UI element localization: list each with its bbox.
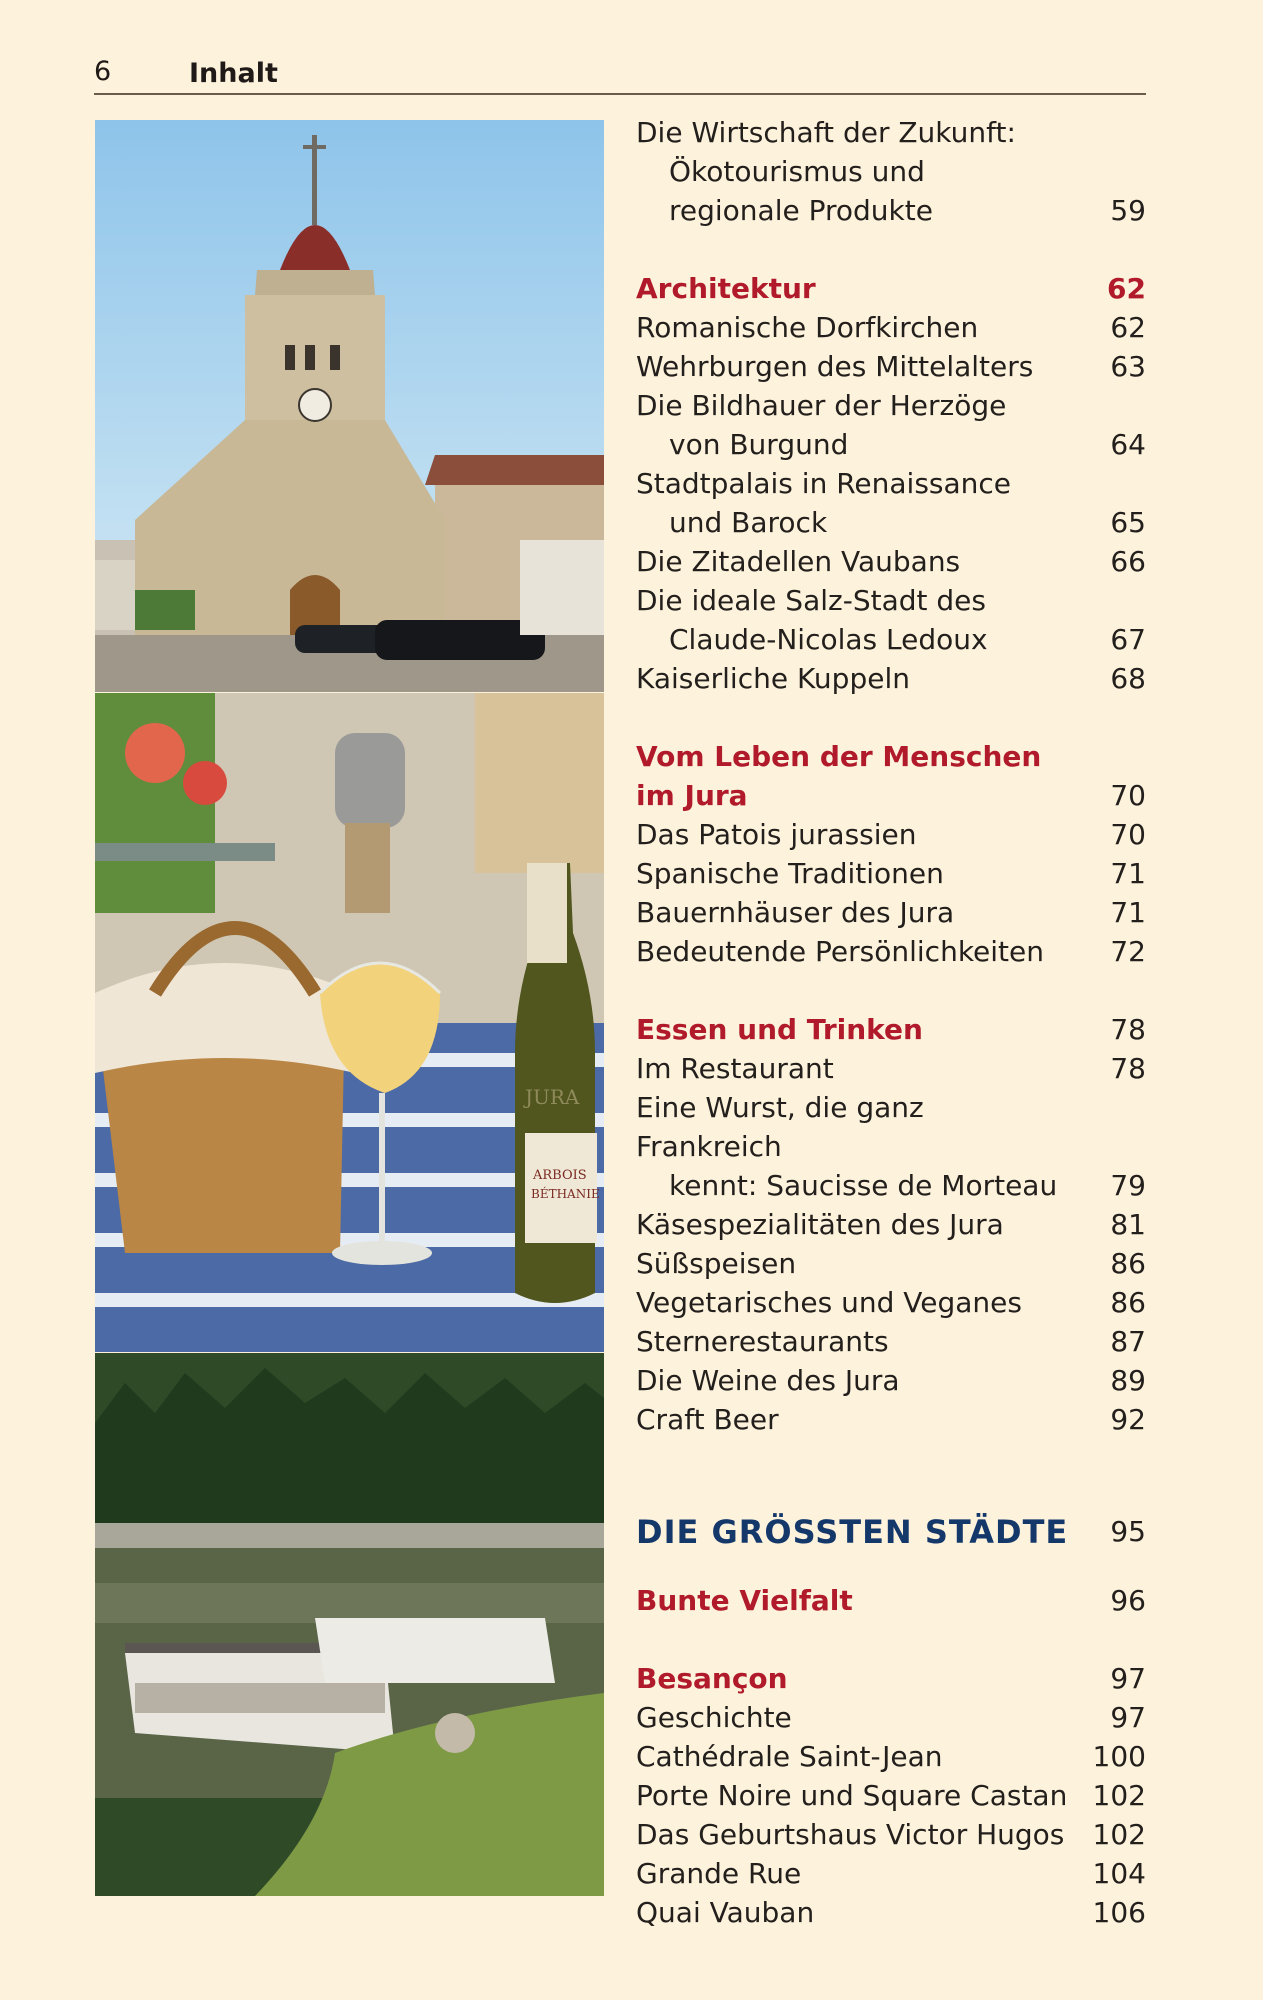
- page-ref: 97: [1110, 1701, 1146, 1734]
- toc-entry-wirtschaft[interactable]: Die Wirtschaft der Zukunft: Ökotourismus und regionale Produkte 59: [636, 113, 1146, 230]
- page-ref: 104: [1092, 1857, 1146, 1890]
- page-ref: 78: [1110, 1013, 1146, 1046]
- page-ref: 95: [1110, 1515, 1146, 1548]
- toc-entry-restaurant[interactable]: Im Restaurant 78: [636, 1049, 1146, 1088]
- page-ref: 78: [1110, 1052, 1146, 1085]
- page-ref: 71: [1110, 896, 1146, 929]
- toc-entry-porte[interactable]: Porte Noire und Square Castan 102: [636, 1776, 1146, 1815]
- page-ref: 89: [1110, 1364, 1146, 1397]
- page-ref: 66: [1110, 545, 1146, 578]
- page-ref: 100: [1092, 1740, 1146, 1773]
- toc-entry-salzstadt[interactable]: Die ideale Salz-Stadt des Claude-Nicolas Ledoux 67: [636, 581, 1146, 659]
- header-rule: [94, 93, 1146, 95]
- page-ref: 71: [1110, 857, 1146, 890]
- toc-entry-wehrburgen[interactable]: Wehrburgen des Mittelalters 63: [636, 347, 1146, 386]
- page-ref: 62: [1110, 311, 1146, 344]
- page-ref: 67: [1110, 623, 1146, 656]
- toc-entry-suess[interactable]: Süßspeisen 86: [636, 1244, 1146, 1283]
- page-ref: 64: [1110, 428, 1146, 461]
- running-head: Inhalt: [189, 58, 278, 89]
- toc-entry-stadtpalais[interactable]: Stadtpalais in Renaissance und Barock 65: [636, 464, 1146, 542]
- page-ref: 96: [1110, 1584, 1146, 1617]
- page-ref: 106: [1092, 1896, 1146, 1929]
- page-ref: 65: [1110, 506, 1146, 539]
- toc-entry-cathedrale[interactable]: Cathédrale Saint-Jean 100: [636, 1737, 1146, 1776]
- page-ref: 86: [1110, 1247, 1146, 1280]
- toc-entry-romanische[interactable]: Romanische Dorfkirchen 62: [636, 308, 1146, 347]
- page-ref: 79: [1110, 1169, 1146, 1202]
- toc-entry-geburtshaus[interactable]: Das Geburtshaus Victor Hugos 102: [636, 1815, 1146, 1854]
- toc-entry-craft[interactable]: Craft Beer 92: [636, 1400, 1146, 1439]
- toc-entry-zitadellen[interactable]: Die Zitadellen Vaubans 66: [636, 542, 1146, 581]
- page-ref: 102: [1092, 1818, 1146, 1851]
- page-number: 6: [94, 56, 112, 87]
- toc-entry-vegetarisch[interactable]: Vegetarisches und Veganes 86: [636, 1283, 1146, 1322]
- toc-entry-weine[interactable]: Die Weine des Jura 89: [636, 1361, 1146, 1400]
- page-ref: 68: [1110, 662, 1146, 695]
- page-ref: 86: [1110, 1286, 1146, 1319]
- page-ref: 87: [1110, 1325, 1146, 1358]
- page-ref: 81: [1110, 1208, 1146, 1241]
- toc-chapter-staedte[interactable]: DIE GRÖSSTEN STÄDTE 95: [636, 1513, 1146, 1551]
- toc-entry-patois[interactable]: Das Patois jurassien 70: [636, 815, 1146, 854]
- page-ref: 63: [1110, 350, 1146, 383]
- toc-section-besancon[interactable]: Besançon 97: [636, 1659, 1146, 1698]
- toc-entry-spanische[interactable]: Spanische Traditionen 71: [636, 854, 1146, 893]
- bottle-brand-text: JURA: [525, 1085, 580, 1109]
- toc-entry-persoenlichkeiten[interactable]: Bedeutende Persönlichkeiten 72: [636, 932, 1146, 971]
- river-boats-photo: [95, 1353, 604, 1896]
- toc-entry-kuppeln[interactable]: Kaiserliche Kuppeln 68: [636, 659, 1146, 698]
- toc-entry-wurst[interactable]: Eine Wurst, die ganz Frankreich kennt: Saucisse de Morteau 79: [636, 1088, 1146, 1205]
- page-ref: 59: [1110, 194, 1146, 227]
- page-ref: 97: [1110, 1662, 1146, 1695]
- bottle-label-line1: ARBOIS: [533, 1168, 587, 1183]
- church-photo: [95, 120, 604, 692]
- toc-section-vielfalt[interactable]: Bunte Vielfalt 96: [636, 1581, 1146, 1620]
- table-of-contents: [636, 113, 1146, 1932]
- page-ref: 102: [1092, 1779, 1146, 1812]
- toc-entry-granderue[interactable]: Grande Rue 104: [636, 1854, 1146, 1893]
- bottle-label-line2: BÉTHANIE: [531, 1187, 600, 1201]
- toc-entry-sterne[interactable]: Sternerestaurants 87: [636, 1322, 1146, 1361]
- toc-entry-geschichte[interactable]: Geschichte 97: [636, 1698, 1146, 1737]
- page-ref: 72: [1110, 935, 1146, 968]
- page-ref: 70: [1110, 779, 1146, 812]
- toc-section-essen[interactable]: Essen und Trinken 78: [636, 1010, 1146, 1049]
- page-ref: 70: [1110, 818, 1146, 851]
- toc-section-menschen[interactable]: Vom Leben der Menschen im Jura 70: [636, 737, 1146, 815]
- toc-section-architektur[interactable]: Architektur 62: [636, 269, 1146, 308]
- toc-entry-quai[interactable]: Quai Vauban 106: [636, 1893, 1146, 1932]
- page-ref: 62: [1107, 272, 1146, 305]
- page-ref: 92: [1110, 1403, 1146, 1436]
- wine-photo: [95, 693, 604, 1352]
- page-header: [94, 56, 1146, 96]
- toc-entry-bildhauer[interactable]: Die Bildhauer der Herzöge von Burgund 64: [636, 386, 1146, 464]
- toc-entry-kaese[interactable]: Käsespezialitäten des Jura 81: [636, 1205, 1146, 1244]
- toc-entry-bauernhaeuser[interactable]: Bauernhäuser des Jura 71: [636, 893, 1146, 932]
